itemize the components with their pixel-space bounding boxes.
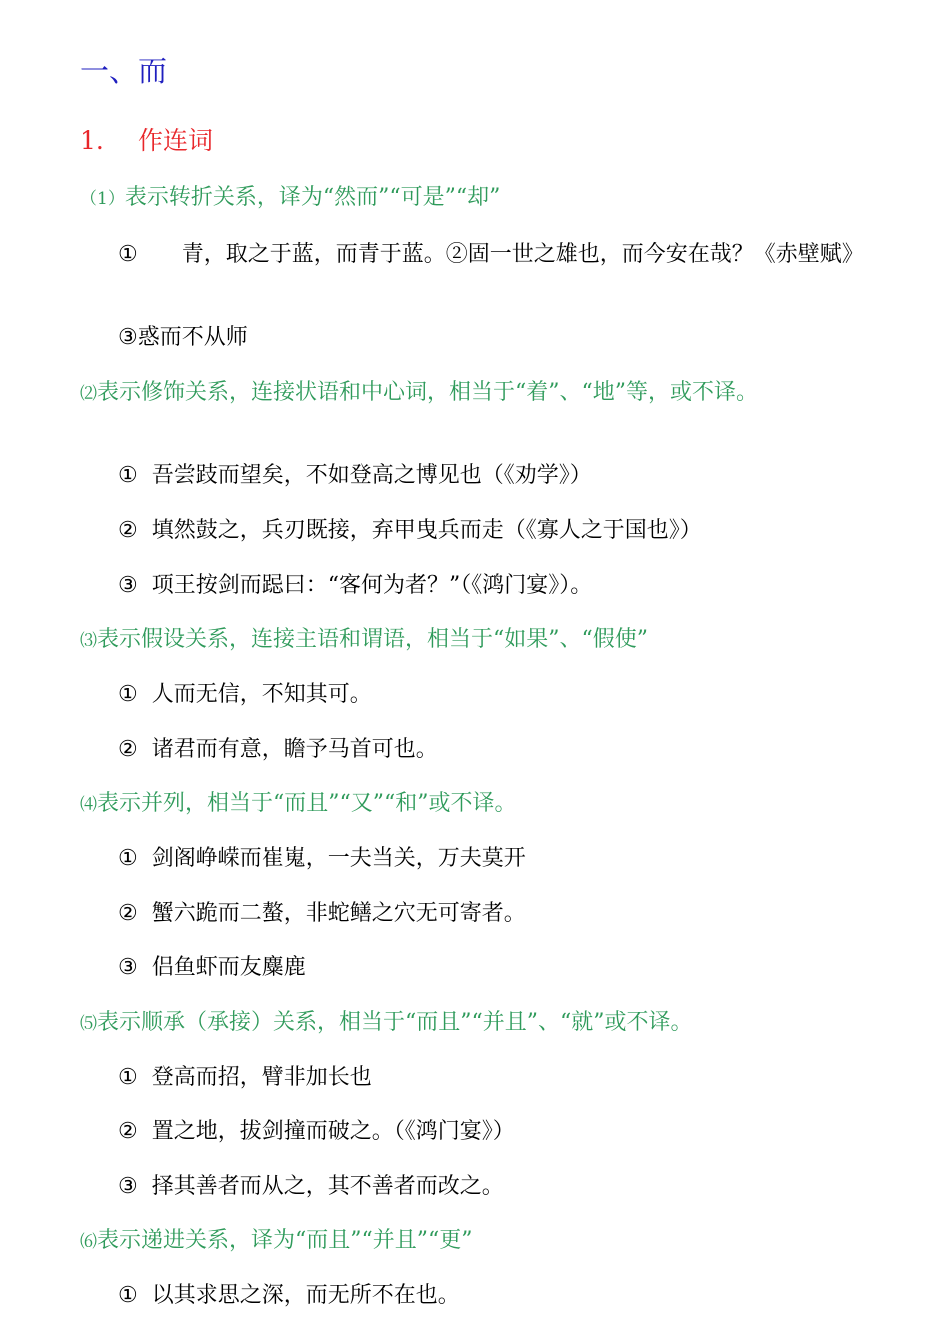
example-item [80,461,870,490]
circle-number: ③ [118,955,138,980]
example-item [80,844,870,873]
subheading-title: 作连词 [138,126,214,155]
example-item [80,680,870,709]
section-heading-4 [80,789,880,820]
circle-number: ② [118,1119,138,1144]
section-marker: （1） [80,189,125,209]
example-text: 蟹六跪而二螯，非蛇鳝之穴无可寄者。 [151,901,526,926]
section-marker: ⑶ [80,631,97,651]
circle-number: ③ [118,325,138,350]
example-text: 以其求思之深，而无所不在也。 [151,1283,460,1308]
circle-number: ② [118,737,138,762]
example-text: 吾尝跂而望矣，不如登高之博见也（《劝学》） [151,463,592,488]
example-item [80,735,870,764]
example-text: 择其善者而从之，其不善者而改之。 [151,1174,504,1199]
section-text: 表示转折关系，译为“然而”“可是”“却” [124,185,501,210]
example-item [80,1063,870,1092]
circle-number: ③ [118,573,138,598]
example-text: 填然鼓之，兵刃既接，弃甲曳兵而走（《寡人之于国也》） [151,518,702,543]
example-item [80,240,870,269]
circle-number: ③ [118,1174,138,1199]
circle-number: ① [118,1065,138,1090]
example-item [80,516,870,545]
example-text: 项王按剑而跽曰：“客何为者？”（《鸿门宴》）。 [151,573,593,598]
example-text: 青，取之于蓝，而青于蓝。②固一世之雄也，而今安在哉？《赤壁赋》 [181,242,864,267]
example-text: 置之地，拔剑撞而破之。（《鸿门宴》） [151,1119,515,1144]
example-item [80,571,870,600]
example-item [80,323,870,352]
circle-number: ① [118,682,138,707]
section-heading-6 [80,1226,880,1257]
section-heading-1 [80,183,880,214]
circle-number: ① [118,463,138,488]
example-text: 登高而招，臂非加长也 [151,1065,372,1090]
circle-number: ② [118,901,138,926]
circle-number: ② [118,518,138,543]
example-text: 惑而不从师 [137,325,248,350]
section-marker: ⑷ [80,795,97,815]
section-text: 表示修饰关系，连接状语和中心词，相当于“着”、“地”等，或不译。 [97,380,758,405]
page-heading: 一、而 [80,54,168,88]
example-text: 人而无信，不知其可。 [151,682,372,707]
section-text: 表示顺承（承接）关系，相当于“而且”“并且”、“就”或不译。 [97,1010,693,1035]
section-text: 表示递进关系，译为“而且”“并且”“更” [97,1228,473,1253]
section-heading-5 [80,1008,880,1039]
subheading [80,124,213,158]
section-marker: ⑵ [80,384,97,404]
example-item [80,899,870,928]
example-item [80,1172,870,1201]
section-text: 表示假设关系，连接主语和谓语，相当于“如果”、“假使” [97,627,648,652]
subheading-number: 1. [80,126,104,155]
example-item [80,1281,870,1310]
example-text: 侣鱼虾而友麋鹿 [151,955,306,980]
section-marker: ⑸ [80,1014,97,1034]
circle-number: ① [118,242,138,267]
section-heading-3 [80,625,880,656]
example-item [80,953,870,982]
section-text: 表示并列，相当于“而且”“又”“和”或不译。 [97,791,517,816]
circle-number: ① [118,846,138,871]
example-text: 诸君而有意，瞻予马首可也。 [151,737,438,762]
section-marker: ⑹ [80,1232,97,1252]
example-text: 剑阁峥嵘而崔嵬，一夫当关，万夫莫开 [151,846,526,871]
circle-number: ① [118,1283,138,1308]
section-heading-2 [80,378,880,409]
example-item [80,1117,870,1146]
